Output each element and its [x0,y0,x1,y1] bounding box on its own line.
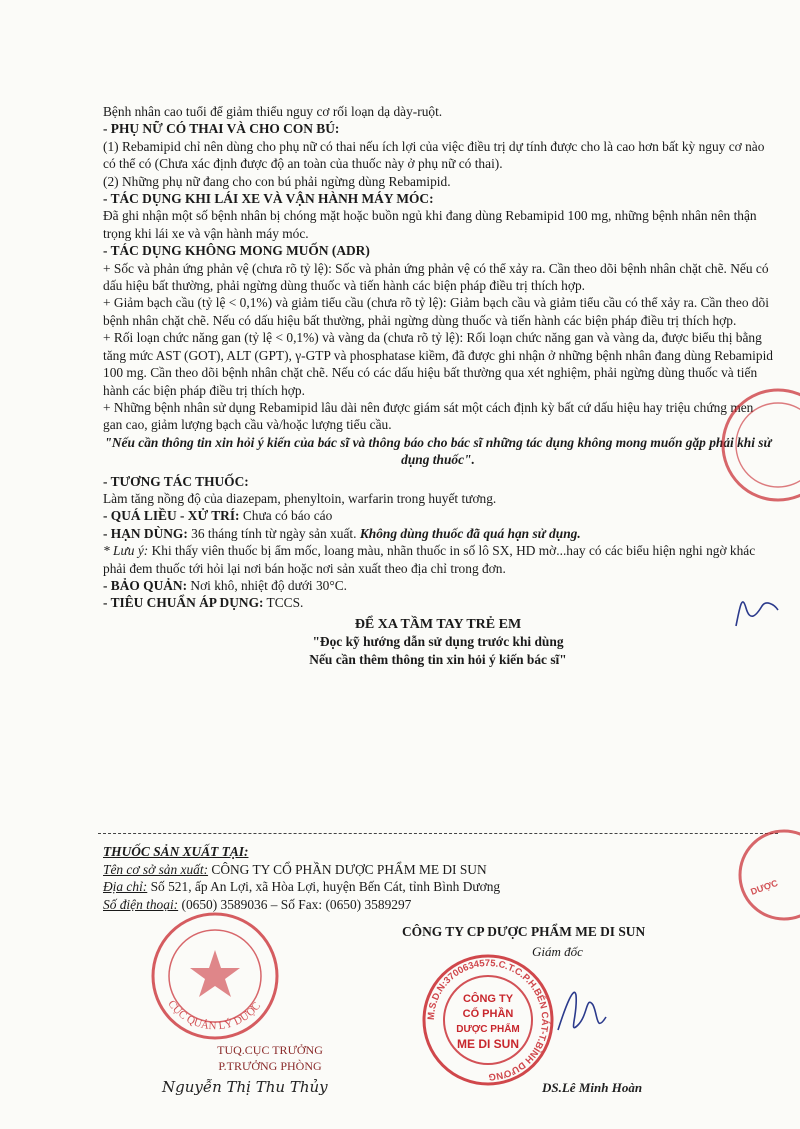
side-stamp-bottom [712,825,800,925]
agency-title-1: TUQ.CỤC TRƯỞNG [217,1043,323,1057]
paragraph-pregnancy-2: (2) Những phụ nữ đang cho con bú phải ngừng dùng Rebamipid. [103,173,451,189]
star-icon [190,950,240,997]
side-stamp-text: DƯỢC [749,877,780,897]
storage-line [103,577,773,594]
company-stamp [418,950,558,1090]
paragraph-pregnancy-1: (1) Rebamipid chỉ nên dùng cho phụ nữ có thai nếu ích lợi của việc điều trị dự tính được cho là cao hơn bất kỳ nguy cơ nào có thể có (Chưa xác định được độ an toàn của thuốc này ở phụ nữ có thai). [103,138,765,172]
paragraph-driving: Đã ghi nhận một số bệnh nhân bị chóng mặt hoặc buồn ngủ khi đang dùng Rebamipid 100 mg, những bệnh nhân nên thận trọng khi lái xe và vận hành máy móc. [103,208,757,241]
expiry-label: - HẠN DÙNG: [103,525,188,541]
overdose-value: Chưa có báo cáo [239,508,333,524]
paragraph-adr-shock: + Sốc và phản ứng phản vệ (chưa rõ tỷ lệ): Sốc và phản ứng phản vệ có thể xảy ra. Cần theo dõi bệnh nhân chặt chẽ. Nếu có dấu hiệu bất thường, phải ngừng dùng thuốc và tiến hành các biện pháp điều trị thích hợp. [103,260,769,294]
note-value: Khi thấy viên thuốc bị ẩm mốc, loang màu, nhãn thuốc in số lô SX, HD mờ...hay có các biểu hiện nghi ngờ khác phải đem thuốc tới hỏi lại nơi bán hoặc nơi sản xuất theo địa chỉ trong đơn. [103,543,756,576]
director-title: Giám đốc [532,944,583,959]
company-stamp-line-4: ME DI SUN [456,1037,520,1051]
expiry-warning: Không dùng thuốc đã quá hạn sử dụng. [359,525,581,541]
address-value: Số 521, ấp An Lợi, xã Hòa Lợi, huyện Bến Cát, tỉnh Bình Dương [147,879,501,895]
paragraph-adr-blood: + Giảm bạch cầu (tỷ lệ < 0,1%) và giảm tiểu cầu (chưa rõ tỷ lệ): Giảm bạch cầu và giảm tiểu cầu có thể xảy ra. Cần theo dõi bệnh nhân chặt chẽ. Nếu có dấu hiệu bất thường, phải ngừng dùng thuốc và tiến hành các biện pháp điều trị thích hợp. [103,295,769,328]
doctor-advice-quote: "Nếu cần thông tin xin hỏi ý kiến của bác sĩ và thông báo cho bác sĩ những tác dụng không mong muốn gặp phải khi sử dụng thuốc". [104,434,772,468]
company-stamp-line-3: DƯỢC PHẨM [456,1024,520,1035]
storage-label: - BẢO QUẢN: [103,577,188,593]
section-heading-pregnancy: - PHỤ NỮ CÓ THAI VÀ CHO CON BÚ: [103,121,340,137]
phone-label: Số điện thoại: [103,896,179,912]
manufacturer-block [103,843,763,913]
overdose-label: - QUÁ LIỀU - XỬ TRÍ: [103,508,240,524]
leaflet-body [103,103,773,668]
agency-signatory [190,1042,350,1074]
company-stamp-ring-text: M.S.D.N:3700634575.C.T.C.P.H.BẾN CÁT-T.BÌNH DƯƠNG [425,957,551,1083]
section-heading-interactions: - TƯƠNG TÁC THUỐC: [103,473,249,489]
paragraph-interactions: Làm tăng nồng độ của diazepam, phenyltoin, warfarin trong huyết tương. [103,490,497,506]
company-stamp-line-1: CÔNG TY [462,993,514,1005]
facility-value: CÔNG TY CỔ PHẦN DƯỢC PHẨM ME DI SUN [208,861,487,877]
note-label: * Lưu ý: [103,543,149,559]
facility-label: Tên cơ sở sản xuất: [103,861,209,877]
read-instructions-2: Nếu cần thêm thông tin xin hỏi ý kiến bác sĩ" [309,651,567,667]
director-signature [548,975,618,1045]
facility-line [103,861,763,879]
note-line [103,542,773,577]
side-stamp-top [708,380,800,510]
address-label: Địa chỉ: [103,879,148,895]
keep-away-children: ĐỂ XA TẦM TAY TRẺ EM [354,616,522,632]
paragraph-adr-liver: + Rối loạn chức năng gan (tỷ lệ < 0,1%) và vàng da (chưa rõ tỷ lệ): Rối loạn chức năng gan và vàng da, được biểu thị bằng tăng mức AST (GOT), ALT (GPT), γ-GTP và phosphatase kiềm, đã được ghi nhận ở những bệnh nhân đang dùng Rebamipid 100 mg. Cần theo dõi bệnh nhân chặt chẽ. Nếu có các dấu hiệu bất thường qua xét nghiệm, phải ngừng dùng thuốc và tiến hành các biện pháp điều trị thích hợp. [103,330,773,398]
phone-value: (0650) 3589036 – Số Fax: (0650) 3589297 [178,896,412,912]
overdose-line [103,507,773,524]
standard-line [103,594,773,611]
expiry-line [103,525,773,542]
manufacturer-title: THUỐC SẢN XUẤT TẠI: [103,844,249,859]
section-heading-driving: - TÁC DỤNG KHI LÁI XE VÀ VẬN HÀNH MÁY MÓC: [103,191,434,207]
standard-label: - TIÊU CHUẨN ÁP DỤNG: [103,595,264,611]
expiry-value: 36 tháng tính từ ngày sản xuất. [187,525,360,541]
director-name: DS.Lê Minh Hoàn [542,1080,643,1095]
text-line: Bệnh nhân cao tuổi để giảm thiểu nguy cơ rối loạn dạ dày-ruột. [103,104,443,119]
check-signature [726,586,786,636]
paragraph-adr-longterm: + Những bệnh nhân sử dụng Rebamipid lâu dài nên được giám sát một cách định kỳ bất cứ dấu hiệu hay triệu chứng men gan cao, giảm lượng bạch cầu và/hoặc lượng tiểu cầu. [103,399,754,433]
agency-signatory-name: Nguyễn Thị Thu Thủy [162,1078,328,1096]
agency-title-2: P.TRƯỞNG PHÒNG [218,1059,322,1073]
agency-stamp-text: CỤC QUẢN LÝ DƯỢC [165,998,264,1033]
company-stamp-line-2: CỔ PHẦN [462,1008,514,1020]
storage-value: Nơi khô, nhiệt độ dưới 30°C. [187,577,347,593]
company-name: CÔNG TY CP DƯỢC PHẨM ME DI SUN [402,924,646,939]
address-line [103,878,763,896]
standard-value: TCCS. [263,595,304,611]
agency-stamp [130,906,300,1056]
divider [98,833,778,834]
read-instructions-1: "Đọc kỹ hướng dẫn sử dụng trước khi dùng [312,634,564,650]
section-heading-adr: - TÁC DỤNG KHÔNG MONG MUỐN (ADR) [103,243,370,259]
